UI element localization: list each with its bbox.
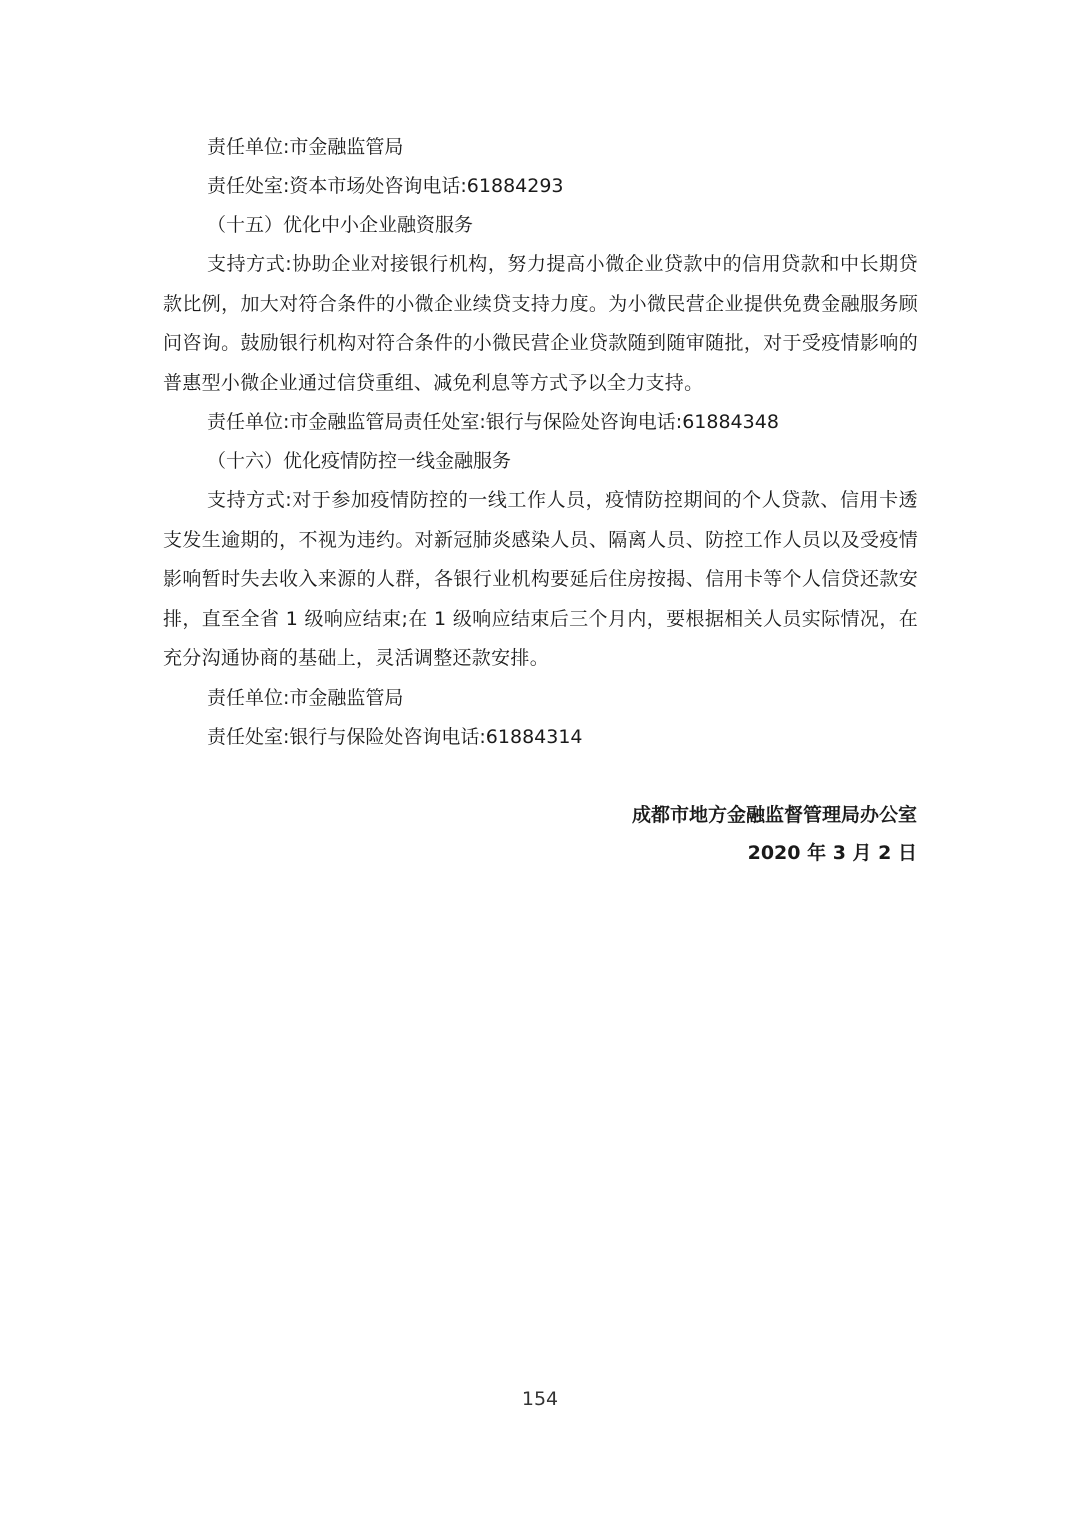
responsible-unit-16: 责任单位:市金融监管局 [207,686,404,709]
responsible-unit-15: 责任单位:市金融监管局 [207,136,404,158]
section-heading-15: （十五）优化中小企业融资服务 [207,214,474,236]
page-number: 154 [521,1388,559,1410]
support-paragraph-16: 支持方式:对于参加疫情防控的一线工作人员，疫情防控期间的个人贷款、信用卡透支发生逾期的，不视为违约。对新冠肺炎感染人员、隔离人员、防控工作人员以及受疫情影响暂时失去收入来源的人群，各银行业机构要延后住房按揭、信用卡等个人信贷还款安排，直至全省 1 级响应结束;在 1 级响应结束后三个月内，要根据相关人员实际情况，在充分沟通协商的基础上，灵活调整还款安排。 [163,489,918,669]
section-heading-16: （十六）优化疫情防控一线金融服务 [207,450,512,472]
responsible-office-16: 责任处室:银行与保险处咨询电话:61884314 [207,725,583,748]
document-body [163,128,918,757]
responsible-unit-office-15: 责任单位:市金融监管局责任处室:银行与保险处咨询电话:61884348 [207,411,779,433]
signature-organization: 成都市地方金融监督管理局办公室 [631,804,917,826]
support-paragraph-15: 支持方式:协助企业对接银行机构，努力提高小微企业贷款中的信用贷款和中长期贷款比例，加大对符合条件的小微企业续贷支持力度。为小微民营企业提供免费金融服务顾问咨询。鼓励银行机构对符合条件的小微民营企业贷款随到随审随批，对于受疫情影响的普惠型小微企业通过信贷重组、减免利息等方式予以全力支持。 [163,253,918,394]
signature-block [632,796,917,872]
signature-date: 2020 年 3 月 2 日 [747,842,917,864]
responsible-office-15: 责任处室:资本市场处咨询电话:61884293 [207,175,564,197]
